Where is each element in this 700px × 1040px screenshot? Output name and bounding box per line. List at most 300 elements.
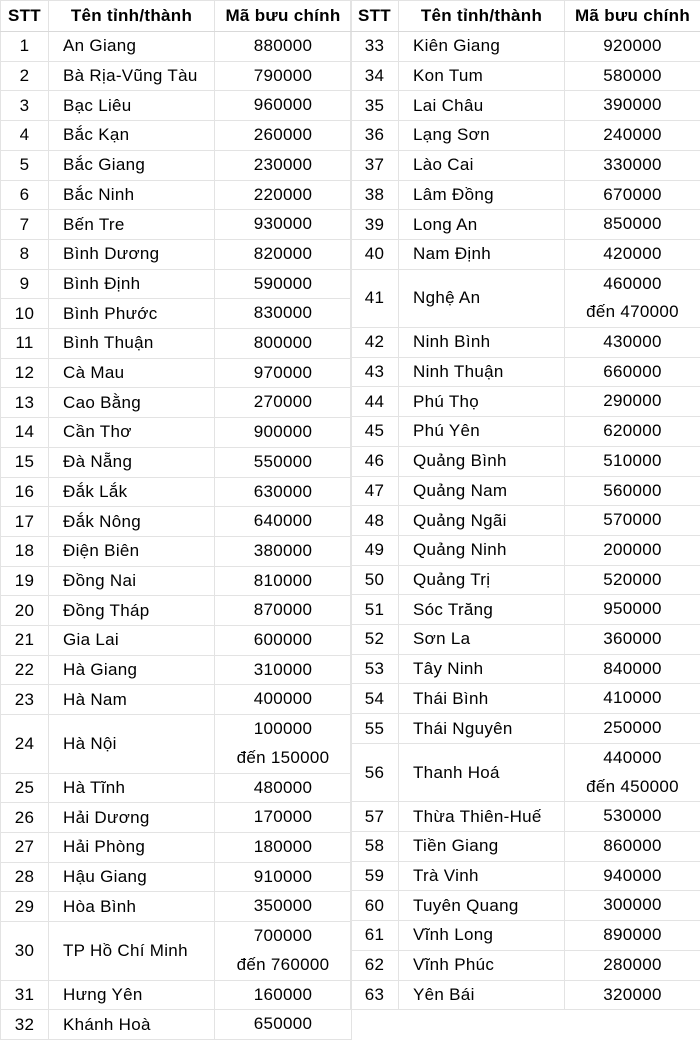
header-postal-code: Mã bưu chính (565, 1, 700, 32)
table-row (351, 980, 700, 1010)
postal-code-line: 620000 (565, 417, 700, 446)
table-row (1, 862, 352, 892)
postal-code-line: 290000 (565, 387, 700, 416)
postal-code-line: 550000 (215, 448, 351, 477)
row-postal-code (215, 685, 352, 715)
table-row (1, 269, 352, 299)
row-province-name: Điện Biên (49, 536, 215, 566)
row-postal-code (565, 61, 700, 91)
row-stt: 25 (1, 773, 49, 803)
row-stt: 62 (351, 950, 399, 980)
postal-code-line: 790000 (215, 62, 351, 91)
postal-code-line: đến 450000 (565, 773, 700, 802)
row-province-name: Bắc Ninh (49, 180, 215, 210)
row-stt: 30 (1, 922, 49, 980)
row-province-name: Quảng Trị (399, 565, 565, 595)
table-row (351, 476, 700, 506)
header-postal-code: Mã bưu chính (215, 1, 352, 32)
row-stt: 57 (351, 802, 399, 832)
row-stt: 36 (351, 121, 399, 151)
row-stt: 9 (1, 269, 49, 299)
row-postal-code (565, 625, 700, 655)
table-row (351, 535, 700, 565)
row-postal-code (565, 831, 700, 861)
postal-code-line: 200000 (565, 536, 700, 565)
row-province-name: Quảng Ninh (399, 535, 565, 565)
row-postal-code (215, 210, 352, 240)
row-postal-code (565, 91, 700, 121)
row-province-name: Sóc Trăng (399, 595, 565, 625)
table-row (351, 446, 700, 476)
table-row (1, 980, 352, 1010)
row-stt: 15 (1, 447, 49, 477)
table-row (1, 418, 352, 448)
row-province-name: Thái Nguyên (399, 714, 565, 744)
postal-code-line: 960000 (215, 91, 351, 120)
row-province-name: Long An (399, 210, 565, 240)
row-stt: 52 (351, 625, 399, 655)
postal-code-line: 950000 (565, 595, 700, 624)
row-postal-code (565, 328, 700, 358)
table-row (1, 1010, 352, 1040)
table-row (351, 328, 700, 358)
row-postal-code (215, 121, 352, 151)
row-stt: 49 (351, 535, 399, 565)
row-stt: 47 (351, 476, 399, 506)
row-stt: 7 (1, 210, 49, 240)
row-stt: 32 (1, 1010, 49, 1040)
row-province-name: Thừa Thiên-Huế (399, 802, 565, 832)
table-row (351, 357, 700, 387)
row-province-name: Kon Tum (399, 61, 565, 91)
postal-code-line: 910000 (215, 863, 351, 892)
table-row (351, 121, 700, 151)
row-stt: 46 (351, 446, 399, 476)
row-province-name: Bà Rịa-Vũng Tàu (49, 61, 215, 91)
table-row (351, 180, 700, 210)
header-province: Tên tỉnh/thành (49, 1, 215, 32)
row-postal-code (565, 921, 700, 951)
row-stt: 28 (1, 862, 49, 892)
row-stt: 24 (1, 715, 49, 773)
row-stt: 22 (1, 655, 49, 685)
postal-code-line: 830000 (215, 299, 351, 328)
row-postal-code (565, 387, 700, 417)
row-postal-code (215, 358, 352, 388)
row-stt: 55 (351, 714, 399, 744)
table-row (351, 625, 700, 655)
row-postal-code (215, 269, 352, 299)
table-row (1, 655, 352, 685)
postal-code-line: 360000 (565, 625, 700, 654)
row-stt: 16 (1, 477, 49, 507)
postal-code-line: 510000 (565, 447, 700, 476)
table-row (351, 239, 700, 269)
row-postal-code (215, 862, 352, 892)
row-stt: 23 (1, 685, 49, 715)
row-stt: 39 (351, 210, 399, 240)
row-stt: 21 (1, 626, 49, 656)
row-province-name: Đà Nẵng (49, 447, 215, 477)
postal-code-line: 180000 (215, 833, 351, 862)
row-postal-code (215, 655, 352, 685)
row-postal-code (565, 565, 700, 595)
row-postal-code (215, 418, 352, 448)
table-row (1, 922, 352, 980)
postal-code-line: 430000 (565, 328, 700, 357)
postal-code-line: 600000 (215, 626, 351, 655)
postal-code-line: 860000 (565, 832, 700, 861)
row-province-name: Bến Tre (49, 210, 215, 240)
table-row (1, 715, 352, 773)
row-province-name: Hà Giang (49, 655, 215, 685)
postal-code-line: 160000 (215, 981, 351, 1010)
row-stt: 48 (351, 506, 399, 536)
row-postal-code (565, 535, 700, 565)
row-stt: 3 (1, 91, 49, 121)
table-row (1, 803, 352, 833)
row-postal-code (215, 91, 352, 121)
row-province-name: Kiên Giang (399, 32, 565, 62)
row-postal-code (215, 566, 352, 596)
row-stt: 60 (351, 891, 399, 921)
row-postal-code (565, 32, 700, 62)
postal-code-line: 840000 (565, 655, 700, 684)
row-province-name: Cao Bằng (49, 388, 215, 418)
row-province-name: Hà Nội (49, 715, 215, 773)
table-row (1, 773, 352, 803)
row-postal-code (215, 596, 352, 626)
row-province-name: Bình Phước (49, 299, 215, 329)
postal-code-line: 410000 (565, 684, 700, 713)
table-row (351, 61, 700, 91)
postal-code-line: 700000 (215, 922, 351, 951)
row-province-name: Bình Dương (49, 239, 215, 269)
row-province-name: Ninh Thuận (399, 357, 565, 387)
row-stt: 13 (1, 388, 49, 418)
table-row (1, 299, 352, 329)
postal-code-line: 650000 (215, 1010, 351, 1039)
table-row (351, 417, 700, 447)
postal-code-line: 270000 (215, 388, 351, 417)
row-postal-code (565, 506, 700, 536)
header-stt: STT (351, 1, 399, 32)
table-row (351, 891, 700, 921)
row-province-name: Ninh Bình (399, 328, 565, 358)
header-row (1, 1, 352, 32)
row-province-name: Đắk Nông (49, 507, 215, 537)
row-postal-code (215, 61, 352, 91)
row-stt: 31 (1, 980, 49, 1010)
row-province-name: Vĩnh Long (399, 921, 565, 951)
row-province-name: Trà Vinh (399, 861, 565, 891)
postal-code-line: 580000 (565, 62, 700, 91)
table-row (1, 626, 352, 656)
row-stt: 34 (351, 61, 399, 91)
postal-code-line: 230000 (215, 151, 351, 180)
row-stt: 56 (351, 743, 399, 801)
table-body-right (351, 32, 700, 1010)
postal-code-line: 390000 (565, 91, 700, 120)
row-province-name: Hải Phòng (49, 832, 215, 862)
row-stt: 53 (351, 654, 399, 684)
header-province: Tên tỉnh/thành (399, 1, 565, 32)
postal-code-line: 560000 (565, 477, 700, 506)
row-province-name: Cà Mau (49, 358, 215, 388)
row-postal-code (215, 626, 352, 656)
row-stt: 26 (1, 803, 49, 833)
row-postal-code (215, 507, 352, 537)
row-province-name: Bắc Giang (49, 150, 215, 180)
row-stt: 59 (351, 861, 399, 891)
table-row (1, 61, 352, 91)
row-province-name: Yên Bái (399, 980, 565, 1010)
table-row (1, 832, 352, 862)
row-province-name: Vĩnh Phúc (399, 950, 565, 980)
table-row (351, 831, 700, 861)
table-row (1, 239, 352, 269)
row-stt: 5 (1, 150, 49, 180)
postal-code-line: 280000 (565, 951, 700, 980)
row-province-name: Đồng Nai (49, 566, 215, 596)
postal-code-line: 310000 (215, 656, 351, 685)
header-stt: STT (1, 1, 49, 32)
row-postal-code (565, 446, 700, 476)
row-stt: 19 (1, 566, 49, 596)
row-postal-code (565, 180, 700, 210)
row-stt: 4 (1, 121, 49, 151)
row-province-name: Hưng Yên (49, 980, 215, 1010)
row-postal-code (215, 773, 352, 803)
row-province-name: Gia Lai (49, 626, 215, 656)
row-province-name: Đắk Lắk (49, 477, 215, 507)
postal-code-line: 440000 (565, 744, 700, 773)
row-postal-code (215, 299, 352, 329)
row-stt: 8 (1, 239, 49, 269)
row-postal-code (565, 950, 700, 980)
postal-code-line: 330000 (565, 151, 700, 180)
postal-code-line: 260000 (215, 121, 351, 150)
table-row (1, 596, 352, 626)
table-row (1, 447, 352, 477)
postal-code-line: 350000 (215, 892, 351, 921)
row-postal-code (565, 802, 700, 832)
table-row (351, 684, 700, 714)
row-postal-code (215, 892, 352, 922)
row-postal-code (565, 417, 700, 447)
row-postal-code (565, 595, 700, 625)
row-stt: 63 (351, 980, 399, 1010)
table-row (351, 921, 700, 951)
row-postal-code (565, 121, 700, 151)
row-province-name: Hòa Bình (49, 892, 215, 922)
table-row (1, 210, 352, 240)
table-row (351, 387, 700, 417)
postal-code-line: đến 470000 (565, 298, 700, 327)
row-province-name: Đồng Tháp (49, 596, 215, 626)
postal-code-line: 970000 (215, 359, 351, 388)
table-row (351, 743, 700, 801)
row-postal-code (565, 357, 700, 387)
postal-code-line: 590000 (215, 270, 351, 299)
row-province-name: Hà Nam (49, 685, 215, 715)
row-province-name: Thanh Hoá (399, 743, 565, 801)
postal-code-line: 820000 (215, 240, 351, 269)
row-stt: 18 (1, 536, 49, 566)
row-stt: 2 (1, 61, 49, 91)
row-province-name: Thái Bình (399, 684, 565, 714)
postal-code-line: 100000 (215, 715, 351, 744)
postal-code-line: 420000 (565, 240, 700, 269)
row-province-name: Tiền Giang (399, 831, 565, 861)
row-province-name: Tuyên Quang (399, 891, 565, 921)
row-province-name: Lai Châu (399, 91, 565, 121)
table-row (1, 91, 352, 121)
postal-code-line: 380000 (215, 537, 351, 566)
postal-code-line: 800000 (215, 329, 351, 358)
table-row (351, 91, 700, 121)
table-row (1, 685, 352, 715)
row-stt: 14 (1, 418, 49, 448)
row-province-name: An Giang (49, 32, 215, 62)
row-stt: 27 (1, 832, 49, 862)
row-postal-code (565, 861, 700, 891)
row-province-name: Quảng Nam (399, 476, 565, 506)
table-row (351, 32, 700, 62)
table-row (1, 121, 352, 151)
postal-code-line: 460000 (565, 270, 700, 299)
postal-code-line: 250000 (565, 714, 700, 743)
row-province-name: Sơn La (399, 625, 565, 655)
postal-code-line: 400000 (215, 685, 351, 714)
row-stt: 50 (351, 565, 399, 595)
row-stt: 12 (1, 358, 49, 388)
row-postal-code (565, 684, 700, 714)
postal-code-line: 300000 (565, 891, 700, 920)
row-stt: 58 (351, 831, 399, 861)
postal-code-line: 900000 (215, 418, 351, 447)
row-province-name: Lào Cai (399, 150, 565, 180)
postal-code-line: 520000 (565, 566, 700, 595)
row-postal-code (565, 891, 700, 921)
row-stt: 41 (351, 269, 399, 327)
row-province-name: Cần Thơ (49, 418, 215, 448)
row-postal-code (215, 329, 352, 359)
row-postal-code (565, 654, 700, 684)
postal-code-line: 920000 (565, 32, 700, 61)
row-stt: 38 (351, 180, 399, 210)
table-row (1, 536, 352, 566)
row-stt: 20 (1, 596, 49, 626)
row-stt: 17 (1, 507, 49, 537)
postal-code-line: 320000 (565, 981, 700, 1010)
row-stt: 51 (351, 595, 399, 625)
row-stt: 1 (1, 32, 49, 62)
postal-code-line: 890000 (565, 921, 700, 950)
row-stt: 6 (1, 180, 49, 210)
row-province-name: Hà Tĩnh (49, 773, 215, 803)
postal-code-line: 870000 (215, 596, 351, 625)
postal-code-line: 880000 (215, 32, 351, 61)
row-province-name: Khánh Hoà (49, 1010, 215, 1040)
row-province-name: Bình Thuận (49, 329, 215, 359)
table-row (351, 506, 700, 536)
row-province-name: Nam Định (399, 239, 565, 269)
row-stt: 11 (1, 329, 49, 359)
table-row (351, 150, 700, 180)
table-row (351, 269, 700, 327)
row-province-name: Tây Ninh (399, 654, 565, 684)
row-postal-code (565, 743, 700, 801)
row-stt: 33 (351, 32, 399, 62)
postal-code-line: 480000 (215, 774, 351, 803)
row-stt: 44 (351, 387, 399, 417)
row-stt: 45 (351, 417, 399, 447)
table-row (1, 32, 352, 62)
table-row (351, 714, 700, 744)
table-row (351, 950, 700, 980)
postal-code-line: đến 760000 (215, 951, 351, 980)
postal-code-line: 240000 (565, 121, 700, 150)
row-stt: 43 (351, 357, 399, 387)
table-row (1, 150, 352, 180)
row-province-name: Phú Yên (399, 417, 565, 447)
row-province-name: Nghệ An (399, 269, 565, 327)
row-postal-code (215, 388, 352, 418)
table-row (1, 892, 352, 922)
table-row (1, 329, 352, 359)
row-postal-code (565, 980, 700, 1010)
row-province-name: Bạc Liêu (49, 91, 215, 121)
header-row (351, 1, 700, 32)
postal-code-line: 570000 (565, 506, 700, 535)
row-postal-code (215, 803, 352, 833)
row-province-name: Bắc Kạn (49, 121, 215, 151)
row-postal-code (215, 1010, 352, 1040)
row-province-name: Hải Dương (49, 803, 215, 833)
row-stt: 61 (351, 921, 399, 951)
row-postal-code (215, 715, 352, 773)
table-row (351, 595, 700, 625)
row-province-name: Hậu Giang (49, 862, 215, 892)
row-postal-code (215, 832, 352, 862)
postal-code-line: 660000 (565, 358, 700, 387)
row-stt: 37 (351, 150, 399, 180)
table-row (351, 565, 700, 595)
postal-code-line: 220000 (215, 181, 351, 210)
postal-code-line: 670000 (565, 181, 700, 210)
table-row (1, 388, 352, 418)
row-postal-code (215, 980, 352, 1010)
postal-code-line: 530000 (565, 802, 700, 831)
table-row (351, 654, 700, 684)
row-province-name: Lâm Đồng (399, 180, 565, 210)
postal-code-line: 810000 (215, 567, 351, 596)
row-postal-code (215, 477, 352, 507)
table-row (351, 210, 700, 240)
row-postal-code (215, 180, 352, 210)
row-postal-code (215, 447, 352, 477)
postal-table-right (350, 0, 700, 1010)
row-postal-code (565, 239, 700, 269)
row-postal-code (565, 210, 700, 240)
row-postal-code (215, 150, 352, 180)
row-postal-code (565, 476, 700, 506)
row-postal-code (565, 150, 700, 180)
table-body-left (1, 32, 352, 1040)
row-stt: 10 (1, 299, 49, 329)
postal-code-line: 930000 (215, 210, 351, 239)
